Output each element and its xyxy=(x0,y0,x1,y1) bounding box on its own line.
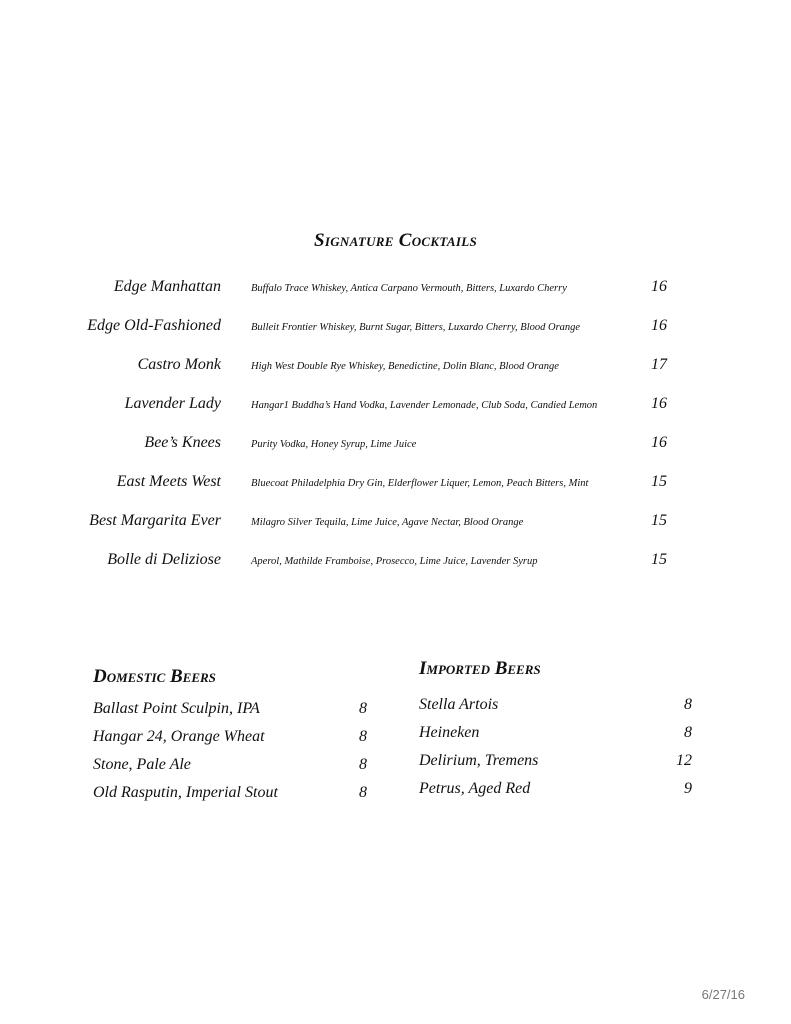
cocktail-item xyxy=(0,551,791,575)
cocktail-description: High West Double Rye Whiskey, Benedictine, Dolin Blanc, Blood Orange xyxy=(251,361,559,372)
cocktail-item xyxy=(0,278,791,302)
beer-item xyxy=(419,752,692,776)
domestic-beers-heading: Domestic Beers xyxy=(93,666,216,687)
cocktail-item xyxy=(0,434,791,458)
beer-item xyxy=(93,756,367,780)
cocktail-price: 15 xyxy=(651,473,667,490)
cocktail-price: 15 xyxy=(651,551,667,568)
beer-name: Hangar 24, Orange Wheat xyxy=(93,728,265,745)
cocktail-description: Milagro Silver Tequila, Lime Juice, Agave Nectar, Blood Orange xyxy=(251,517,524,528)
beer-price: 8 xyxy=(359,784,367,801)
beer-name: Old Rasputin, Imperial Stout xyxy=(93,784,278,801)
cocktail-price: 16 xyxy=(651,278,667,295)
cocktail-item xyxy=(0,395,791,419)
beer-price: 8 xyxy=(359,756,367,773)
cocktail-description: Aperol, Mathilde Framboise, Prosecco, Lime Juice, Lavender Syrup xyxy=(251,556,538,567)
cocktail-description: Purity Vodka, Honey Syrup, Lime Juice xyxy=(251,439,417,450)
cocktail-name: East Meets West xyxy=(116,473,221,490)
beer-item xyxy=(419,780,692,804)
signature-cocktails-heading: Signature Cocktails xyxy=(313,230,477,251)
cocktail-price: 16 xyxy=(651,317,667,334)
cocktail-price: 16 xyxy=(651,395,667,412)
cocktail-price: 17 xyxy=(651,356,667,373)
beer-price: 9 xyxy=(684,780,692,797)
imported-beers-heading: Imported Beers xyxy=(419,658,541,679)
beer-name: Stella Artois xyxy=(419,696,499,713)
menu-date: 6/27/16 xyxy=(701,987,745,1002)
beer-name: Heineken xyxy=(419,724,480,741)
cocktail-name: Edge Manhattan xyxy=(113,278,221,295)
beer-price: 8 xyxy=(684,724,692,741)
imported-beers-section xyxy=(419,658,692,808)
beer-name: Petrus, Aged Red xyxy=(419,780,531,797)
beer-price: 12 xyxy=(676,752,692,769)
beer-name: Stone, Pale Ale xyxy=(93,756,191,773)
cocktail-description: Bluecoat Philadelphia Dry Gin, Elderflower Liquer, Lemon, Peach Bitters, Mint xyxy=(251,478,589,489)
cocktail-price: 15 xyxy=(651,512,667,529)
beer-price: 8 xyxy=(359,728,367,745)
cocktail-item xyxy=(0,317,791,341)
cocktail-name: Castro Monk xyxy=(137,356,221,373)
cocktail-name: Best Margarita Ever xyxy=(89,512,221,529)
cocktail-description: Buffalo Trace Whiskey, Antica Carpano Vermouth, Bitters, Luxardo Cherry xyxy=(251,283,567,294)
beer-name: Delirium, Tremens xyxy=(419,752,539,769)
cocktail-description: Hangar1 Buddha’s Hand Vodka, Lavender Lemonade, Club Soda, Candied Lemon xyxy=(251,400,598,411)
beer-item xyxy=(93,728,367,752)
cocktail-name: Bee’s Knees xyxy=(144,434,221,451)
beer-price: 8 xyxy=(684,696,692,713)
cocktail-price: 16 xyxy=(651,434,667,451)
cocktail-item xyxy=(0,512,791,536)
beer-name: Ballast Point Sculpin, IPA xyxy=(93,700,260,717)
domestic-beers-section xyxy=(93,666,367,816)
beer-price: 8 xyxy=(359,700,367,717)
beer-item xyxy=(93,784,367,808)
cocktail-name: Edge Old-Fashioned xyxy=(87,317,221,334)
cocktail-item xyxy=(0,473,791,497)
cocktail-item xyxy=(0,356,791,380)
beer-item xyxy=(93,700,367,724)
cocktail-name: Bolle di Deliziose xyxy=(107,551,221,568)
beer-item xyxy=(419,696,692,720)
cocktail-name: Lavender Lady xyxy=(124,395,221,412)
cocktail-description: Bulleit Frontier Whiskey, Burnt Sugar, Bitters, Luxardo Cherry, Blood Orange xyxy=(251,322,581,333)
beer-item xyxy=(419,724,692,748)
